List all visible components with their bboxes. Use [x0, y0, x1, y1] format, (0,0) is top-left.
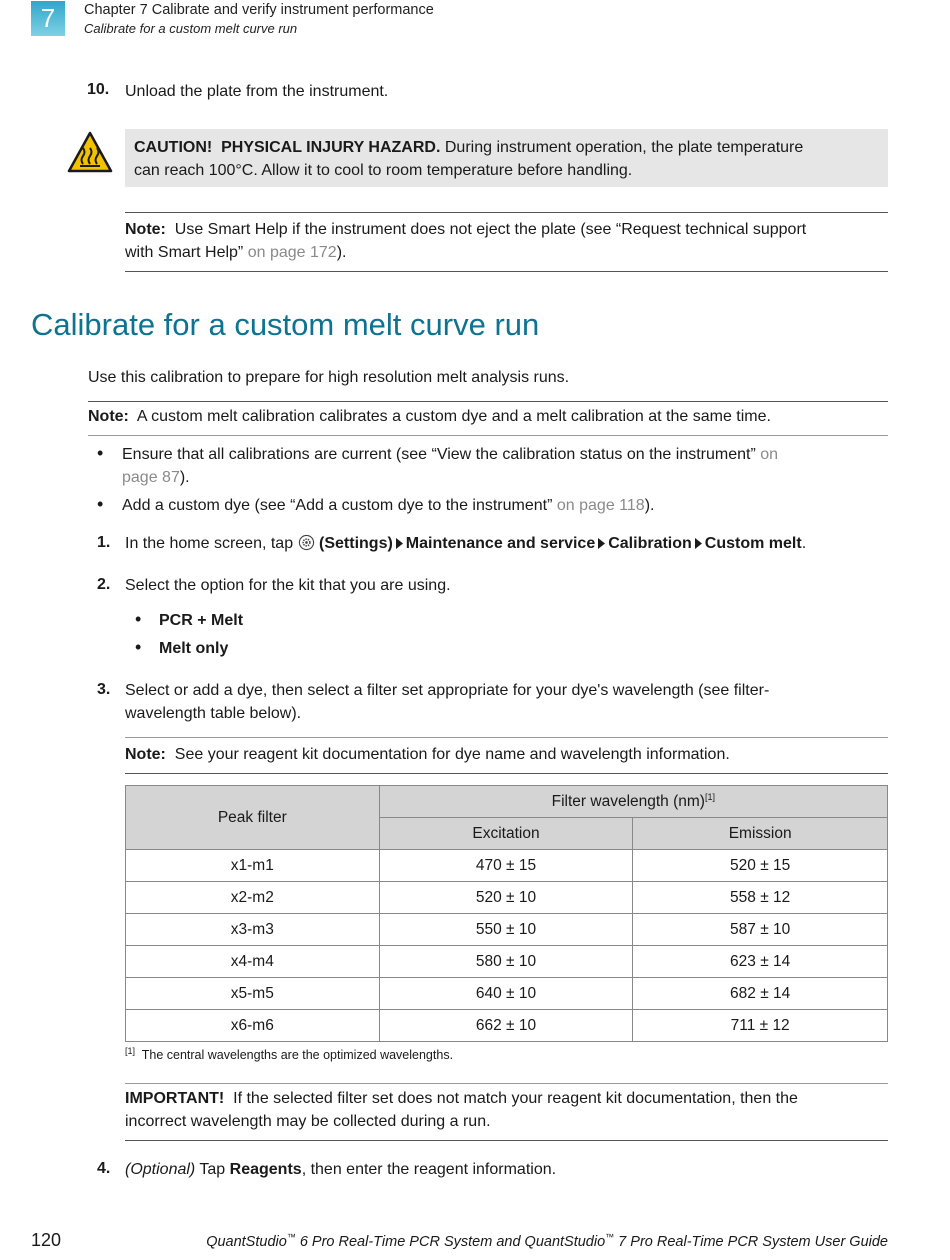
guide-title	[206, 1232, 888, 1250]
cell-excitation: 550 ± 10	[379, 914, 633, 946]
section-intro: Use this calibration to prepare for high resolution melt analysis runs.	[88, 369, 570, 386]
section-heading: Calibrate for a custom melt curve run	[31, 307, 540, 342]
cell-excitation: 662 ± 10	[379, 1010, 633, 1042]
col-header-peak-filter: Peak filter	[126, 786, 380, 850]
cell-excitation: 640 ± 10	[379, 978, 633, 1010]
hot-surface-warning-icon	[67, 131, 113, 173]
step-text: Unload the plate from the instrument.	[125, 83, 389, 100]
cell-excitation: 580 ± 10	[379, 946, 633, 978]
cell-peak-filter: x4-m4	[126, 946, 380, 978]
guide-title-part: 7 Pro Real-Time PCR System User Guide	[614, 1233, 888, 1250]
cell-excitation: 470 ± 15	[379, 850, 633, 882]
note-divider	[125, 271, 888, 272]
step-text	[125, 1158, 556, 1181]
prereq-text: Ensure that all calibrations are current (see “View the calibration status on the instrument”	[122, 446, 756, 463]
important-divider	[125, 1083, 888, 1084]
running-header	[84, 2, 434, 18]
cell-peak-filter: x3-m3	[126, 914, 380, 946]
note-text: See your reagent kit documentation for dye name and wavelength information.	[174, 746, 730, 763]
important-label: IMPORTANT!	[125, 1090, 225, 1107]
note-divider	[125, 212, 888, 213]
caution-hazard: PHYSICAL INJURY HAZARD.	[221, 139, 441, 156]
note-label: Note:	[125, 746, 166, 763]
step-text-rest: , then enter the reagent information.	[301, 1161, 557, 1178]
col-header-excitation: Excitation	[379, 818, 633, 850]
bullet: •	[97, 494, 104, 514]
important-text-1: If the selected filter set does not match your reagent kit documentation, then the	[233, 1090, 798, 1107]
step-text-pre: In the home screen, tap	[125, 535, 294, 552]
cell-excitation: 520 ± 10	[379, 882, 633, 914]
note-divider	[88, 401, 888, 402]
col-header-emission: Emission	[633, 818, 888, 850]
cell-emission: 711 ± 12	[633, 1010, 888, 1042]
prereq-item	[122, 494, 654, 517]
bullet: •	[135, 637, 142, 657]
step-number: 1.	[97, 534, 111, 551]
step-text-end: .	[801, 535, 807, 552]
caution-text-2: can reach 100°C. Allow it to cool to room temperature before handling.	[134, 162, 633, 179]
step-text: Select the option for the kit that you are using.	[125, 577, 451, 594]
note-label: Note:	[125, 221, 166, 238]
step-text-line: Select or add a dye, then select a filter set appropriate for your dye's wavelength (see filter-	[125, 682, 770, 699]
bullet: •	[135, 609, 142, 629]
step-number: 3.	[97, 681, 111, 698]
prereq-tail: ).	[644, 497, 655, 514]
gear-icon	[298, 534, 315, 551]
guide-title-part: 6 Pro Real-Time PCR System and QuantStudio	[295, 1233, 606, 1250]
cell-peak-filter: x5-m5	[126, 978, 380, 1010]
reagents-label: Reagents	[229, 1161, 302, 1178]
col-header-filter-wavelength	[379, 786, 887, 818]
optional-label: (Optional)	[125, 1161, 196, 1178]
cell-emission: 623 ± 14	[633, 946, 888, 978]
caution-label: CAUTION!	[134, 139, 213, 156]
step-number: 4.	[97, 1160, 111, 1177]
cell-peak-filter: x2-m2	[126, 882, 380, 914]
prereq-item	[122, 443, 852, 489]
cell-emission: 587 ± 10	[633, 914, 888, 946]
filter-wavelength-table	[125, 785, 888, 1042]
bullet: •	[97, 443, 104, 463]
note-text-1: Use Smart Help if the instrument does not eject the plate (see “Request technical support	[174, 221, 807, 238]
table-row	[126, 978, 888, 1010]
step-text-tap: Tap	[199, 1161, 226, 1178]
table-row	[126, 850, 888, 882]
chapter-label: Chapter 7	[84, 2, 148, 18]
caution-text-1: During instrument operation, the plate temperature	[444, 139, 804, 156]
page-link[interactable]: page 87	[122, 469, 180, 486]
chapter-number-badge: 7	[31, 1, 65, 36]
right-triangle-arrow-icon	[597, 538, 606, 549]
step-number: 10.	[87, 81, 110, 98]
cell-emission: 520 ± 15	[633, 850, 888, 882]
settings-menu-label: (Settings)	[319, 535, 393, 552]
kit-option: Melt only	[159, 640, 229, 657]
table-footnote	[125, 1046, 453, 1062]
prereq-text: Add a custom dye (see “Add a custom dye to the instrument”	[122, 497, 553, 514]
note-custom-melt	[88, 405, 771, 428]
cell-emission: 558 ± 12	[633, 882, 888, 914]
col-header-group-label: Filter wavelength (nm)	[551, 793, 705, 811]
cell-peak-filter: x1-m1	[126, 850, 380, 882]
note-text-2: with Smart Help”	[125, 244, 244, 261]
kit-option: PCR + Melt	[159, 612, 244, 629]
note-divider	[125, 773, 888, 774]
cell-emission: 682 ± 14	[633, 978, 888, 1010]
chapter-title: Calibrate and verify instrument performance	[151, 2, 434, 18]
note-reagent-kit	[125, 743, 730, 766]
step-text	[125, 679, 885, 725]
prereq-tail: ).	[179, 469, 190, 486]
table-row	[126, 914, 888, 946]
note-divider	[125, 737, 888, 738]
calibration-menu-label: Calibration	[608, 535, 692, 552]
note-smart-help	[125, 218, 888, 264]
maintenance-menu-label: Maintenance and service	[405, 535, 596, 552]
cell-peak-filter: x6-m6	[126, 1010, 380, 1042]
trademark: ™	[605, 1232, 615, 1242]
guide-title-part: QuantStudio	[206, 1233, 287, 1250]
caution-box	[125, 129, 888, 187]
important-box	[125, 1087, 888, 1133]
section-running-title: Calibrate for a custom melt curve run	[84, 21, 298, 36]
right-triangle-arrow-icon	[694, 538, 703, 549]
footnote-text: The central wavelengths are the optimized wavelengths.	[141, 1048, 454, 1063]
note-text: A custom melt calibration calibrates a custom dye and a melt calibration at the same time.	[136, 408, 771, 425]
important-divider	[125, 1140, 888, 1141]
note-divider	[88, 435, 888, 436]
page-link[interactable]: on page 118	[556, 497, 645, 514]
footnote-mark: [1]	[125, 1046, 136, 1056]
important-text-2: incorrect wavelength may be collected during a run.	[125, 1113, 491, 1130]
note-tail: ).	[336, 244, 347, 261]
page-link[interactable]: on page 172	[247, 244, 337, 261]
footnote-ref: [1]	[704, 791, 715, 802]
custom-melt-menu-label: Custom melt	[704, 535, 802, 552]
step-text	[125, 532, 806, 555]
page-number: 120	[31, 1230, 62, 1250]
table-row	[126, 882, 888, 914]
trademark: ™	[286, 1232, 296, 1242]
step-number: 2.	[97, 576, 111, 593]
right-triangle-arrow-icon	[395, 538, 404, 549]
note-label: Note:	[88, 408, 129, 425]
table-row	[126, 946, 888, 978]
page-link[interactable]: on	[760, 446, 779, 463]
table-row	[126, 1010, 888, 1042]
step-text-line: wavelength table below).	[125, 705, 302, 722]
